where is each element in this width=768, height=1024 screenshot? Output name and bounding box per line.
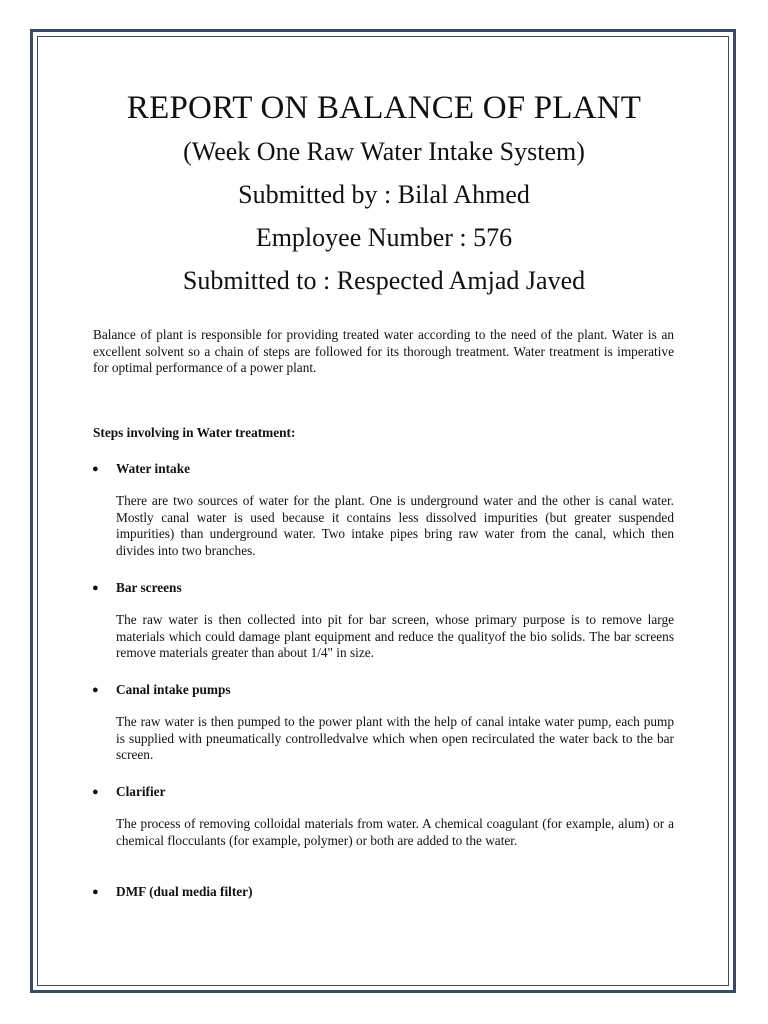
step-title: Water intake xyxy=(116,461,190,476)
report-body xyxy=(92,327,674,899)
bullet-icon: ● xyxy=(92,786,99,798)
steps-heading: Steps involving in Water treatment: xyxy=(93,425,296,440)
report-header xyxy=(0,86,768,302)
step-title: Canal intake pumps xyxy=(116,682,231,697)
step-text: The process of removing colloidal materials from water. A chemical coagulant (for example, alum) or a chemical flocculants (for example, polymer) or both are added to the water. xyxy=(116,816,674,848)
step-text: There are two sources of water for the plant. One is underground water and the other is canal water. Mostly canal water is used because it contains less dissolved impurities (but greater suspended impurities) than underground water. Two intake pipes bring raw water from the canal, which then divides into two branches. xyxy=(116,493,674,558)
step-title: DMF (dual media filter) xyxy=(116,884,253,899)
step-text: The raw water is then pumped to the power plant with the help of canal intake water pump, each pump is supplied with pneumatically controlledvalve which when open recirculated the water back to the bar screen. xyxy=(116,714,674,762)
steps-list xyxy=(93,461,674,900)
report-subtitle: (Week One Raw Water Intake System) xyxy=(183,137,585,166)
employee-number: Employee Number : 576 xyxy=(255,223,513,252)
step-item-dmf xyxy=(93,884,674,900)
step-item-water-intake xyxy=(93,461,674,580)
submitted-by: Submitted by : Bilal Ahmed xyxy=(238,180,530,209)
bullet-icon: ● xyxy=(92,582,99,594)
report-title: REPORT ON BALANCE OF PLANT xyxy=(126,90,642,126)
bullet-icon: ● xyxy=(92,886,99,898)
step-title: Bar screens xyxy=(116,580,182,595)
step-item-bar-screens xyxy=(93,580,674,682)
step-item-canal-intake-pumps xyxy=(93,682,674,784)
step-item-clarifier xyxy=(93,784,674,884)
step-text: The raw water is then collected into pit for bar screen, whose primary purpose is to remove large materials which could damage plant equipment and reduce the qualityof the bio solids. The bar screens remove materials greater than about 1/4" in size. xyxy=(116,612,674,660)
intro-paragraph: Balance of plant is responsible for providing treated water according to the need of the plant. Water is an excellent solvent so a chain of steps are followed for its thorough treatment. Water treatment is imperative for optimal performance of a power plant. xyxy=(93,327,674,375)
step-title: Clarifier xyxy=(116,784,166,799)
bullet-icon: ● xyxy=(92,684,99,696)
bullet-icon: ● xyxy=(92,463,99,475)
submitted-to: Submitted to : Respected Amjad Javed xyxy=(182,266,586,295)
